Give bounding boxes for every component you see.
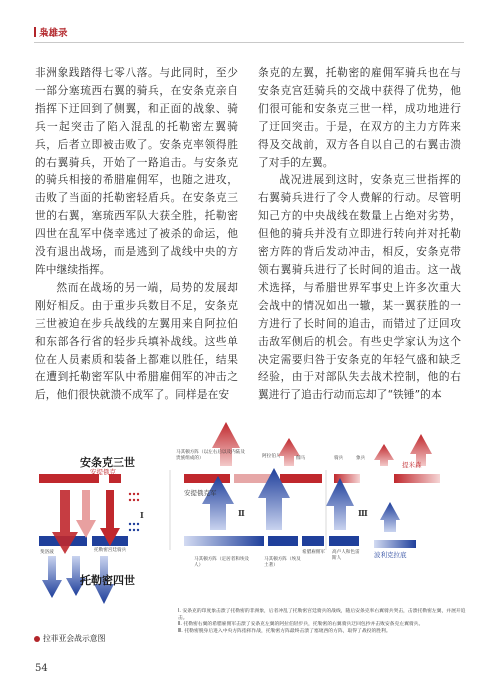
blue-arrow-up <box>380 502 400 532</box>
battle-diagram <box>34 420 466 610</box>
ptolemaic-block <box>302 536 324 546</box>
figure-caption <box>34 633 105 644</box>
header-rule <box>34 42 464 43</box>
phase-marker-i: Ⅰ <box>140 510 144 520</box>
caption-text: 拉菲亚会战示意图 <box>43 634 106 643</box>
legend-item: Ⅰ. 安条克的印度象击溃了托勒密的非洲象，后者冲乱了托勒密宫廷骑兵的战线，随后安条克率右翼骑兵突击，击溃托勒密左翼，并展开追击。 <box>178 609 466 621</box>
blue-arrow-up <box>202 476 234 530</box>
blue-arrow-up <box>326 478 354 530</box>
paragraph: 非洲象践踏得七零八落。与此同时，至少一部分塞琉西右翼的骑兵，在安条克亲自指挥下迂回到了侧翼，和正面的战象、骑兵一起突击了陷入混乱的托勒密左翼骑兵，后者立即被击败了。安条克率领得胜的右翼骑兵，开始了一路追击。与安条克的骑兵相接的希腊雇佣军，也随之进攻，击败了当面的托勒密轻盾兵。在安条克三世的右翼，塞琉西军队大获全胜，托勒密四世在乱军中侥幸逃过了被杀的命运，他没有退出战场，而是逃到了战线中央的方阵中继续指挥。 <box>35 66 238 276</box>
unit-label: 象兵 <box>356 456 366 461</box>
caption-bullet-icon <box>34 636 40 642</box>
legend-item: Ⅱ. 托勒密右翼的希腊雇佣军击溃了安条克左翼的阿拉伯轻步兵，托勒密的右翼骑兵迂回包抄并击败安条克左翼骑兵。 <box>178 622 424 628</box>
phase-marker-iii: Ⅲ <box>358 508 368 518</box>
unit-label: 波利克拉底 <box>374 551 407 559</box>
unit-label: 骑兵 <box>334 456 344 461</box>
seleucid-block <box>334 474 360 483</box>
right-column <box>258 64 461 404</box>
ptolemaic-block <box>374 540 416 548</box>
diagram-legend <box>178 609 468 635</box>
left-column <box>35 64 238 404</box>
ptolemaic-block <box>268 536 298 546</box>
unit-label: 安提俄克军 <box>184 489 217 497</box>
elephant-dots <box>129 493 139 501</box>
unit-label: 阿拉伯人 <box>262 454 281 459</box>
blue-arrow-down <box>42 556 62 598</box>
unit-label: 提米森 <box>402 461 422 469</box>
seleucid-block <box>280 474 322 483</box>
ptolemaic-block <box>329 536 359 546</box>
section-title: 枭雄录 <box>39 28 68 39</box>
unit-label: 高卢人和色雷斯人 <box>332 550 360 561</box>
paragraph: 条克的左翼，托勒密的雇佣军骑兵也在与安条克宫廷骑兵的交战中获得了优势，他们很可能和安条克三世一样，成功地进行了迂回突击。于是，在双方的主力方阵来得及交战前，双方各自以自己的右翼击溃了对手的左翼。 <box>258 66 461 169</box>
phase-marker-ii: Ⅱ <box>238 508 245 518</box>
unit-label: 伽马 <box>296 456 306 461</box>
section-marker <box>34 27 36 37</box>
unit-label: 马其顿方阵（以左右后以及内陆及贵族组成的） <box>176 450 245 461</box>
page-number: 54 <box>35 663 48 674</box>
unit-label: 马其顿方阵（定居者和埃及人） <box>194 557 250 568</box>
commander-ptolemy: 托勒密四世 <box>80 574 135 587</box>
commander-antiochus: 安条克三世 <box>80 456 135 469</box>
ptolemaic-block <box>184 536 264 546</box>
seleucid-block <box>184 474 230 483</box>
paragraph: 然而在战场的另一端，局势的发展却刚好相反。由于重步兵数目不足，安条克三世被迫在步兵战线的左翼用来自阿拉伯和东部各行省的轻步兵填补战线。这些单位在人员素质和装备上都难以胜任，结果在遭到托勒密军队中希腊雇佣军的冲击之后，他们很快就溃不成军了。同样是在安 <box>35 280 238 402</box>
unit-label: 斐洛波 <box>40 550 54 555</box>
unit-label: 希腊雇佣军 <box>302 550 325 555</box>
red-arrow-down <box>76 490 96 538</box>
paragraph: 战况进展到这时，安条克三世指挥的右翼骑兵进行了令人费解的行动。尽管明知己方的中央战线在数量上占绝对劣势，但他的骑兵并没有立即进行转向并对托勒密方阵的背后发动冲击，相反，安条克带领右翼骑兵进行了长时间的追击。这一战术选择，与希腊世界军事史上许多次重大会战中的情况如出一辙，某一翼获胜的一方进行了长时间的追击，而错过了迂回攻击敌军侧后的机会。有些史学家认为这个决定需要归咎于安条克的年轻气盛和缺乏经验，由于对部队失去战术控制，他的右翼进行了追击行动而忘却了“铁锤”的本 <box>258 173 461 402</box>
seleucid-block <box>394 474 440 483</box>
red-arrow-up <box>374 444 394 466</box>
elephant-dots <box>129 523 139 531</box>
unit-label: 安提俄克 <box>90 468 116 476</box>
unit-label: 托勒密宫廷骑兵 <box>94 548 127 553</box>
unit-label: 马其顿方阵（埃及土著） <box>264 557 301 568</box>
legend-item: Ⅲ. 托勒密脱身后进入中央方阵指挥作战，托勒密方阵最终击溃了塞琉西的方阵，取得了战役的胜利。 <box>178 628 391 634</box>
